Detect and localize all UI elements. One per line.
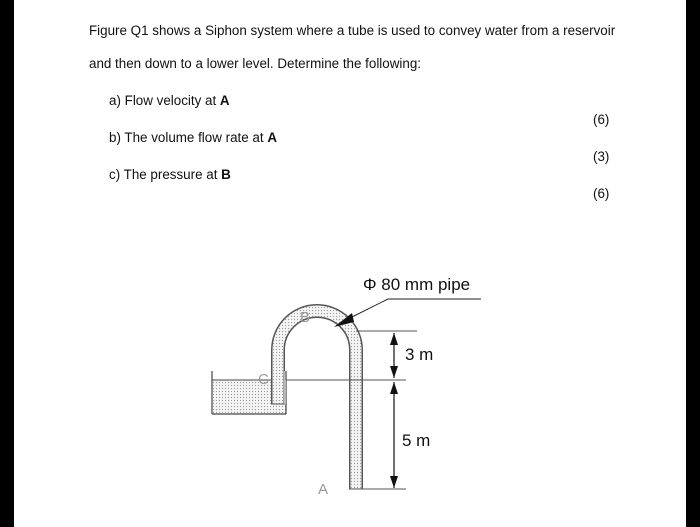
- item-prefix: b): [109, 130, 121, 145]
- item-text: The volume flow rate at: [124, 130, 268, 145]
- height-lower-label: 5 m: [402, 431, 431, 450]
- dimension-5m: [390, 382, 398, 488]
- height-upper-label: 3 m: [405, 345, 434, 364]
- item-prefix: a): [109, 93, 121, 108]
- question-intro: Figure Q1 shows a Siphon system where a tube is used to convey water from a reservoir and then down to a lower level. Determine the following:: [89, 23, 616, 71]
- pipe-diameter-label: Φ 80 mm pipe: [363, 275, 471, 294]
- siphon-figure: [14, 0, 686, 527]
- item-text: Flow velocity at: [124, 93, 220, 108]
- item-bold: A: [267, 130, 277, 145]
- point-c-label: C: [258, 371, 269, 388]
- item-bold: A: [219, 93, 230, 108]
- marks-b: (3): [593, 149, 610, 164]
- item-bold: B: [221, 167, 231, 182]
- pipe-leader-arrow: [334, 299, 481, 327]
- dimension-3m: [390, 333, 398, 378]
- item-prefix: c): [109, 167, 121, 182]
- marks-a: (6): [593, 112, 610, 127]
- item-text: The pressure at: [123, 167, 222, 182]
- marks-c: (6): [593, 186, 610, 201]
- point-a-label: A: [318, 481, 329, 498]
- siphon-tube: [271, 311, 363, 489]
- document-page: [14, 0, 686, 527]
- point-b-label: B: [300, 309, 311, 326]
